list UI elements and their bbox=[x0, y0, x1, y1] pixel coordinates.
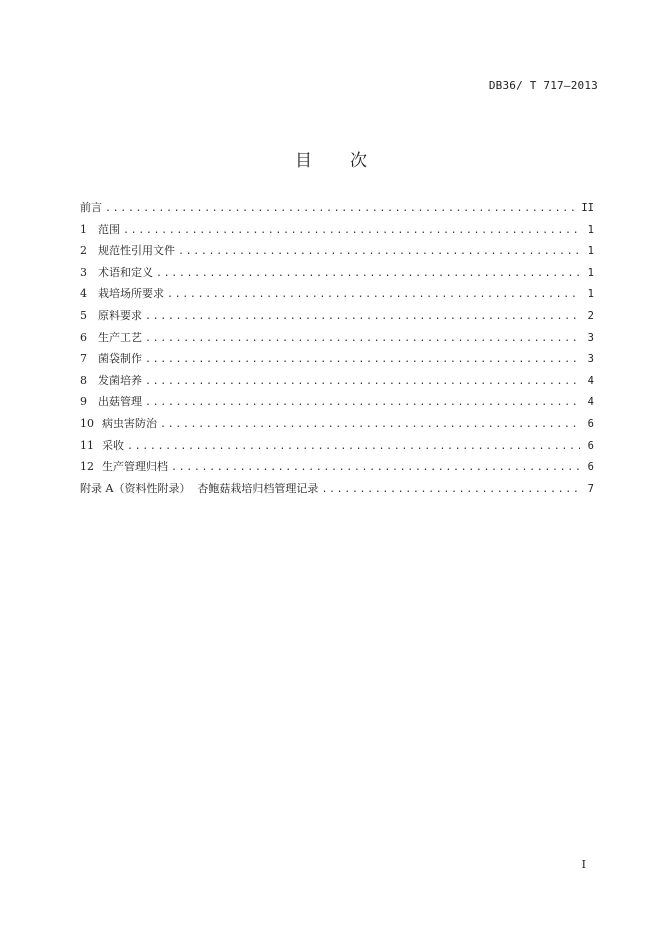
toc-page: 1 bbox=[587, 245, 594, 258]
toc-label: 前言 bbox=[80, 201, 102, 214]
toc-leader bbox=[156, 266, 580, 281]
toc-label: 采收 bbox=[102, 438, 124, 452]
toc-page: 2 bbox=[587, 309, 594, 322]
toc-label: 出菇管理 bbox=[98, 395, 142, 409]
toc-page: 3 bbox=[587, 331, 594, 344]
toc-label: 附录 A（资料性附录） 杏鲍菇栽培归档管理记录 bbox=[80, 481, 319, 495]
toc-number: 3 bbox=[80, 265, 87, 279]
toc-leader bbox=[167, 287, 580, 302]
toc-leader bbox=[178, 244, 580, 259]
toc-page: 7 bbox=[587, 482, 594, 495]
toc-number: 4 bbox=[80, 287, 87, 301]
toc-entry-foreword[interactable] bbox=[80, 200, 594, 222]
title-char-1: 目 bbox=[295, 151, 312, 171]
toc-label: 范围 bbox=[98, 222, 120, 236]
toc-entry-4[interactable] bbox=[80, 286, 594, 308]
toc-label: 菌袋制作 bbox=[98, 352, 142, 366]
toc-number: 12 bbox=[80, 460, 94, 474]
toc-entry-7[interactable] bbox=[80, 351, 594, 373]
toc-label: 栽培场所要求 bbox=[98, 287, 164, 301]
toc-number: 2 bbox=[80, 244, 87, 258]
toc-leader bbox=[171, 460, 580, 475]
title-char-2: 次 bbox=[350, 151, 367, 171]
toc-number: 11 bbox=[80, 438, 94, 452]
toc-number: 10 bbox=[80, 416, 94, 430]
toc-entry-8[interactable] bbox=[80, 373, 594, 395]
toc-number: 8 bbox=[80, 373, 87, 387]
standard-code: DB36/ T 717—2013 bbox=[488, 79, 598, 92]
toc-label: 病虫害防治 bbox=[102, 416, 157, 430]
toc-label: 发菌培养 bbox=[98, 373, 142, 387]
toc-page: 1 bbox=[587, 288, 594, 301]
toc-number: 5 bbox=[80, 308, 87, 322]
toc-label: 原料要求 bbox=[98, 308, 142, 322]
footer-page-number: I bbox=[581, 858, 586, 871]
toc-leader bbox=[145, 374, 580, 389]
toc-page: 6 bbox=[587, 417, 594, 430]
toc-page: II bbox=[581, 202, 594, 214]
toc-leader bbox=[145, 395, 580, 410]
toc-leader bbox=[145, 352, 580, 367]
toc-entry-11[interactable] bbox=[80, 438, 594, 460]
toc-entry-2[interactable] bbox=[80, 243, 594, 265]
toc-label: 规范性引用文件 bbox=[98, 244, 175, 258]
toc-number: 7 bbox=[80, 352, 87, 366]
page-title bbox=[0, 146, 662, 171]
toc-leader bbox=[127, 439, 580, 454]
toc-leader bbox=[160, 417, 580, 432]
toc-number: 9 bbox=[80, 395, 87, 409]
toc-label: 生产工艺 bbox=[98, 330, 142, 344]
toc-leader bbox=[145, 331, 580, 346]
toc-page: 4 bbox=[587, 396, 594, 409]
toc-page: 6 bbox=[587, 439, 594, 452]
toc-entry-1[interactable] bbox=[80, 222, 594, 244]
toc-entry-3[interactable] bbox=[80, 265, 594, 287]
toc-entry-10[interactable] bbox=[80, 416, 594, 438]
toc-leader bbox=[145, 309, 580, 324]
toc-label: 术语和定义 bbox=[98, 265, 153, 279]
toc-page: 6 bbox=[587, 461, 594, 474]
toc-entry-9[interactable] bbox=[80, 394, 594, 416]
toc-number: 6 bbox=[80, 330, 87, 344]
toc-entry-12[interactable] bbox=[80, 459, 594, 481]
toc-entry-appendix-a[interactable] bbox=[80, 481, 594, 503]
table-of-contents bbox=[80, 200, 594, 502]
toc-entry-6[interactable] bbox=[80, 330, 594, 352]
toc-entry-5[interactable] bbox=[80, 308, 594, 330]
toc-page: 3 bbox=[587, 353, 594, 366]
toc-page: 4 bbox=[587, 374, 594, 387]
toc-label: 生产管理归档 bbox=[102, 460, 168, 474]
toc-page: 1 bbox=[587, 223, 594, 236]
toc-leader bbox=[123, 223, 580, 238]
toc-leader bbox=[105, 201, 577, 216]
toc-page: 1 bbox=[587, 266, 594, 279]
toc-leader bbox=[321, 482, 580, 497]
toc-number: 1 bbox=[80, 222, 87, 236]
